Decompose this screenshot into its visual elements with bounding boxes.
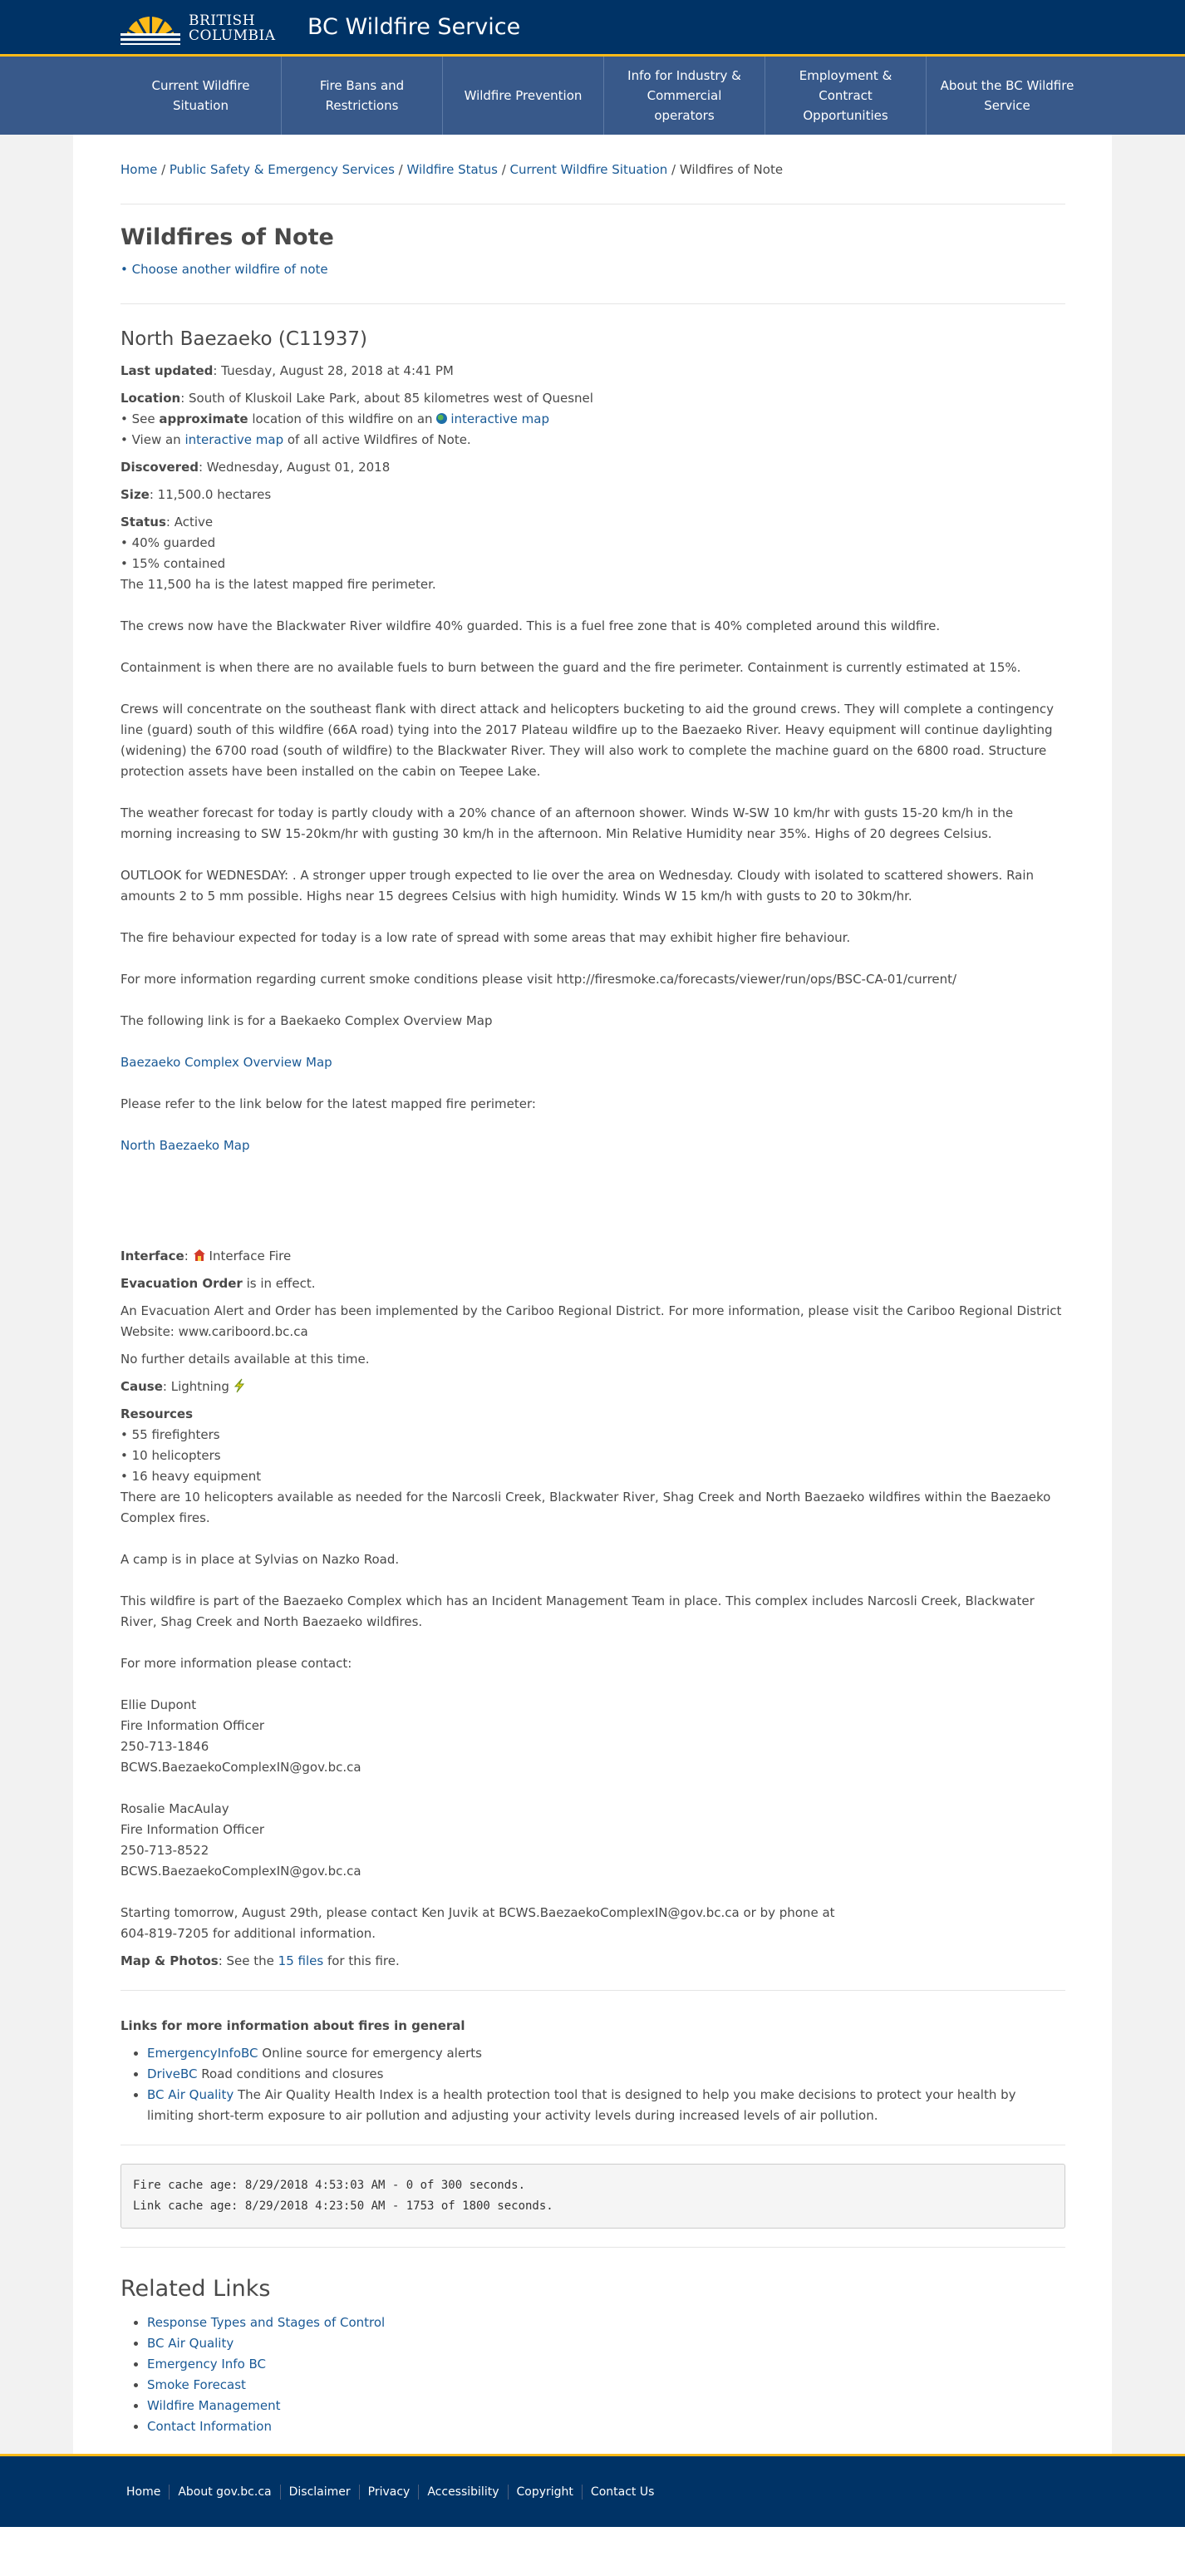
- north-baezaeko-map-link[interactable]: North Baezaeko Map: [120, 1138, 250, 1153]
- main-nav: [0, 57, 1185, 135]
- breadcrumb-public-safety[interactable]: Public Safety & Emergency Services: [169, 162, 395, 177]
- related-links-list: [120, 2312, 1065, 2437]
- globe-icon: [436, 413, 447, 424]
- divider: [120, 2247, 1065, 2248]
- list-item: [147, 2416, 1065, 2437]
- nav-current-wildfire-situation[interactable]: Current Wildfire Situation: [120, 57, 282, 135]
- site-header: [0, 0, 1185, 57]
- content-area: [73, 135, 1112, 2454]
- breadcrumb-wildfire-status[interactable]: Wildfire Status: [406, 162, 498, 177]
- cause: Cause: Lightning: [120, 1377, 1065, 1397]
- discovered: Discovered: Wednesday, August 01, 2018: [120, 460, 391, 475]
- related-links-title: Related Links: [120, 2276, 271, 2302]
- paragraph-outlook: OUTLOOK for WEDNESDAY: . A stronger upper trough expected to lie over the area on Wednesday. Cloudy with isolated to scattered showers. Rain amounts 2 to 5 mm possible. Highs near 15 degrees Celsius with high humidity. Winds W 15 km/h with gusts to 20 to 30km/hr.: [120, 868, 1035, 904]
- footer-home-link[interactable]: Home: [126, 2485, 161, 2499]
- footer-disclaimer-link[interactable]: Disclaimer: [280, 2485, 359, 2500]
- paragraph-behaviour: The fire behaviour expected for today is a low rate of spread with some areas that may exhibit higher fire behaviour.: [120, 930, 851, 945]
- list-item: [147, 2396, 1065, 2416]
- bc-air-quality-link[interactable]: BC Air Quality: [147, 2087, 234, 2102]
- complex: This wildfire is part of the Baezaeko Complex which has an Incident Management Team in place. This complex includes Narcosli Creek, Blackwater River, Shag Creek and North Baezaeko wildfires.: [120, 1593, 1035, 1629]
- no-details: No further details available at this time.: [120, 1352, 370, 1367]
- related-wildfire-management-link[interactable]: Wildfire Management: [147, 2398, 281, 2413]
- breadcrumb-home[interactable]: Home: [120, 162, 158, 177]
- north-map-para: [120, 1135, 1065, 1156]
- related-contact-information-link[interactable]: Contact Information: [147, 2419, 272, 2434]
- nav-wildfire-prevention[interactable]: Wildfire Prevention: [443, 57, 604, 135]
- all-fires-map-link[interactable]: interactive map: [184, 432, 284, 447]
- related-emergency-info-link[interactable]: Emergency Info BC: [147, 2357, 267, 2372]
- paragraph-weather: The weather forecast for today is partly cloudy with a 20% chance of an afternoon shower. Winds W-SW 10 km/hr with gusts 15-20 km/h in the morning increasing to SW 15-20km/hr with gusting 30 km/h in the afternoon. Min Relative Humidity near 35%. Highs of 20 degrees Celsius.: [120, 805, 1014, 841]
- paragraph-crews: Crews will concentrate on the southeast flank with direct attack and helicopters bucketing to aid the ground crews. They will complete a contingency line (guard) south of this wildfire (66A road) tying into the 2017 Plateau wildfire up to the Baezaeko River. Heavy equipment will continue daylighting (widening) the 6700 road (south of wildfire) to the Blackwater River. They will also work to complete the machine guard on the 6800 road. Structure protection assets have been installed on the cabin on Teepee Lake.: [120, 702, 1055, 779]
- contact-intro: For more information please contact:: [120, 1656, 352, 1671]
- site-footer: [0, 2454, 1185, 2527]
- nav-fire-bans[interactable]: Fire Bans and Restrictions: [282, 57, 443, 135]
- bc-wordmark: BRITISH COLUMBIA: [189, 12, 276, 44]
- list-item: • BC Air Quality The Air Quality Health Index is a health protection tool that is designed to help you make decisions to protect your health by limiting short-term exposure to air pollution and adjusting your activity levels during increased levels of air pollution.: [147, 2085, 1065, 2126]
- nav-employment[interactable]: Employment & Contract Opportunities: [765, 57, 927, 135]
- related-response-types-link[interactable]: Response Types and Stages of Control: [147, 2315, 386, 2330]
- related-smoke-forecast-link[interactable]: Smoke Forecast: [147, 2377, 246, 2392]
- paragraph-guard: The crews now have the Blackwater River wildfire 40% guarded. This is a fuel free zone that is 40% completed around this wildfire.: [120, 618, 941, 633]
- nav-info-industry[interactable]: Info for Industry & Commercial operators: [604, 57, 765, 135]
- evacuation-details: An Evacuation Alert and Order has been implemented by the Cariboo Regional District. For more information, please visit the Cariboo Regional District Website: www.cariboord.bc.ca: [120, 1303, 1062, 1339]
- tomorrow-contact: Starting tomorrow, August 29th, please contact Ken Juvik at BCWS.BaezaekoComplexIN@gov.bc.ca or by phone at 604-819-7205 for additional information.: [120, 1905, 835, 1941]
- lightning-icon: [232, 1378, 247, 1393]
- breadcrumb-current: Wildfires of Note: [679, 162, 784, 177]
- choose-section: [120, 259, 1065, 304]
- size: Size: 11,500.0 hectares: [120, 487, 272, 502]
- overview-map-link[interactable]: Baezaeko Complex Overview Map: [120, 1055, 332, 1070]
- camp: A camp is in place at Sylvias on Nazko Road.: [120, 1552, 400, 1567]
- footer-copyright-link[interactable]: Copyright: [508, 2485, 582, 2500]
- footer-accessibility-link[interactable]: Accessibility: [418, 2485, 507, 2500]
- contact-ellie: Ellie Dupont Fire Information Officer 250-713-1846 BCWS.BaezaekoComplexIN@gov.bc.ca: [120, 1697, 361, 1775]
- fire-name: North Baezaeko (C11937): [120, 328, 368, 350]
- breadcrumb-current-situation[interactable]: Current Wildfire Situation: [509, 162, 668, 177]
- choose-another-link[interactable]: • Choose another wildfire of note: [120, 262, 328, 277]
- drivebc-link[interactable]: DriveBC: [147, 2066, 198, 2081]
- files-link[interactable]: 15 files: [278, 1953, 324, 1968]
- site-title: BC Wildfire Service: [307, 14, 521, 40]
- paragraph-smoke: For more information regarding current smoke conditions please visit http://firesmoke.ca/forecasts/viewer/run/ops/BSC-CA-01/current/: [120, 972, 957, 987]
- perimeter-text: Please refer to the link below for the latest mapped fire perimeter:: [120, 1096, 536, 1111]
- footer-contact-link[interactable]: Contact Us: [582, 2485, 662, 2500]
- main: [0, 135, 1185, 2454]
- evacuation-order: Evacuation Order is in effect.: [120, 1276, 316, 1291]
- paragraph-overview-intro: The following link is for a Baekaeko Complex Overview Map: [120, 1013, 493, 1028]
- list-item: • DriveBC Road conditions and closures: [147, 2064, 1065, 2085]
- resources-block: Resources • 55 firefighters • 10 helicopters • 16 heavy equipment There are 10 helicopters available as needed for the Narcosli Creek, Blackwater River, Shag Creek and North Baezaeko wildfires within the Baezaeko Complex fires.: [120, 1406, 1051, 1525]
- overview-map-para: [120, 1052, 1065, 1073]
- list-item: [147, 2312, 1065, 2333]
- divider: [120, 1990, 1065, 1991]
- location-block: Location: South of Kluskoil Lake Park, about 85 kilometres west of Quesnel • See approximate location of this wildfire on an interactive map • View an interactive map of all active Wildfires of Note.: [120, 391, 593, 447]
- interface-fire-icon: [193, 1249, 206, 1262]
- list-item: [147, 2375, 1065, 2396]
- more-links-title: Links for more information about fires in general: [120, 2018, 465, 2033]
- paragraph-containment: Containment is when there are no available fuels to burn between the guard and the fire perimeter. Containment is currently estimated at 15%.: [120, 660, 1021, 675]
- related-bc-air-quality-link[interactable]: BC Air Quality: [147, 2336, 234, 2351]
- list-item: • EmergencyInfoBC Online source for emergency alerts: [147, 2043, 1065, 2064]
- last-updated: Last updated: Tuesday, August 28, 2018 at 4:41 PM: [120, 363, 454, 378]
- sun-logo-icon: [120, 12, 180, 45]
- footer-privacy-link[interactable]: Privacy: [359, 2485, 419, 2500]
- list-item: [147, 2333, 1065, 2354]
- contact-rosalie: Rosalie MacAulay Fire Information Officer 250-713-8522 BCWS.BaezaekoComplexIN@gov.bc.ca: [120, 1801, 361, 1879]
- fire-interactive-map-link[interactable]: interactive map: [450, 411, 549, 426]
- cache-info: Fire cache age: 8/29/2018 4:53:03 AM - 0 of 300 seconds. Link cache age: 8/29/2018 4:23:50 AM - 1753 of 1800 seconds.: [120, 2164, 1065, 2229]
- nav-about[interactable]: About the BC Wildfire Service: [940, 78, 1074, 113]
- emergencyinfobc-link[interactable]: EmergencyInfoBC: [147, 2046, 258, 2061]
- list-item: [147, 2354, 1065, 2375]
- more-links-list: [120, 2043, 1065, 2126]
- map-photos: Map & Photos: See the 15 files for this fire.: [120, 1953, 400, 1968]
- spacer: [120, 1156, 1065, 1239]
- footer-about-link[interactable]: About gov.bc.ca: [169, 2485, 279, 2500]
- breadcrumb: Home / Public Safety & Emergency Services / Wildfire Status / Current Wildfire Situation / Wildfires of Note: [120, 151, 1065, 204]
- page-title: Wildfires of Note: [120, 224, 334, 250]
- bc-gov-logo[interactable]: [120, 8, 276, 48]
- status-block: Status: Active • 40% guarded • 15% contained The 11,500 ha is the latest mapped fire perimeter.: [120, 515, 436, 592]
- interface: Interface: Interface Fire: [120, 1249, 292, 1263]
